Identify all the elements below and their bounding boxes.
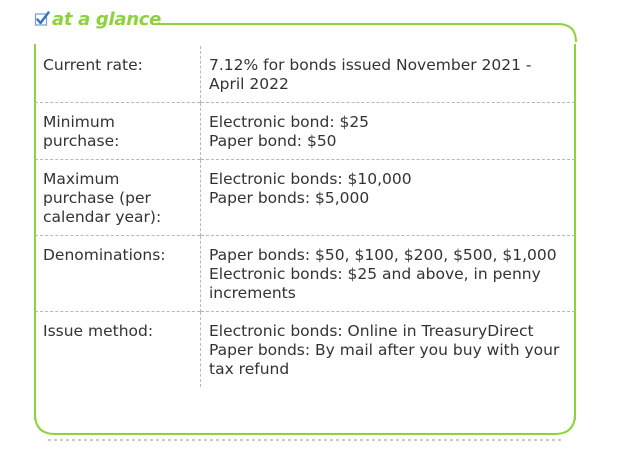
value-line: Paper bonds: By mail after you buy with your tax refund (209, 341, 560, 378)
row-label: Issue method: (35, 312, 201, 388)
value-line: Paper bonds: $50, $100, $200, $500, $1,000 (209, 246, 557, 264)
row-label: Current rate: (35, 46, 201, 103)
row-value (201, 46, 576, 103)
glance-title: at a glance (52, 8, 162, 30)
value-line: Paper bond: $50 (209, 132, 337, 150)
row-label: Denominations: (35, 236, 201, 312)
value-line: Electronic bonds: Online in TreasuryDirect (209, 322, 534, 340)
value-line: Electronic bond: $25 (209, 113, 370, 131)
table-row (35, 46, 575, 103)
row-label: Minimum purchase: (35, 103, 201, 160)
value-line: Electronic bonds: $25 and above, in penny increments (209, 265, 541, 302)
table-row (35, 103, 575, 160)
row-label: Maximum purchase (per calendar year): (35, 160, 201, 236)
checkbox-checked-icon (34, 11, 50, 27)
table-row (35, 236, 575, 312)
value-line: 7.12% for bonds issued November 2021 - April 2022 (209, 56, 532, 93)
row-value (201, 312, 576, 388)
row-value (201, 103, 576, 160)
glance-header (34, 7, 161, 31)
value-line: Paper bonds: $5,000 (209, 189, 370, 207)
row-value (201, 236, 576, 312)
glance-table (35, 46, 575, 387)
table-row (35, 312, 575, 388)
value-line: Electronic bonds: $10,000 (209, 170, 412, 188)
table-row (35, 160, 575, 236)
row-value (201, 160, 576, 236)
